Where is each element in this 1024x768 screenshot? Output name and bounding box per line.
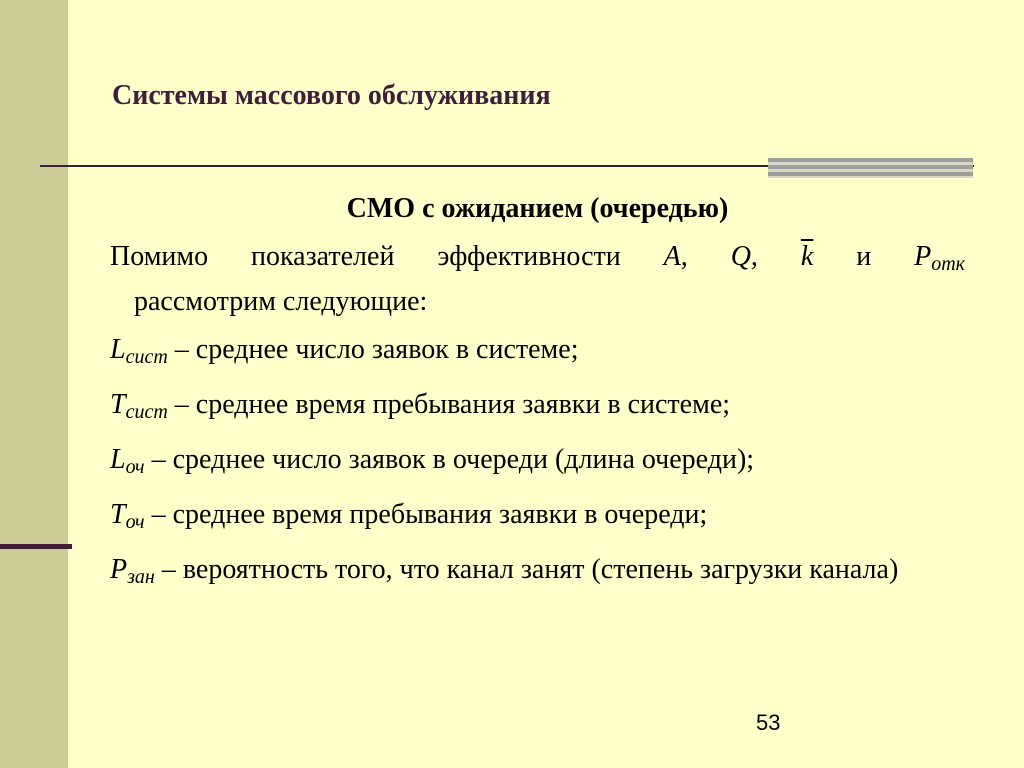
intro-lead: Помимо показателей эффективности [110,241,664,272]
intro-line-1 [110,238,966,283]
item-text: – среднее число заявок в системе; [167,334,579,365]
item-text: – среднее число заявок в очереди (длина очереди); [144,444,755,475]
item-subscript: зан [127,566,155,588]
item-text: – среднее время пребывания заявки в очереди; [144,499,708,530]
list-item [110,551,965,596]
list-item [110,441,965,486]
item-subscript: оч [125,511,145,533]
slide-subtitle: СМО с ожиданием (очередью) [346,193,729,224]
item-symbol: T [110,499,126,530]
item-symbol: L [110,444,126,475]
symbol-q: Q, [730,241,758,272]
symbol-p-subscript: отк [931,253,966,275]
item-symbol: P [110,554,128,585]
item-subscript: сист [125,346,168,368]
symbol-k-bar: $\overline{k}$ [800,241,814,272]
item-text: – вероятность того, что канал занят (степень загрузки канала) [154,554,899,585]
list-item [110,331,965,376]
page-number: 53 [756,710,781,735]
item-subscript: оч [125,456,145,478]
title-striped-bar [768,158,973,178]
slide-title: Системы массового обслуживания [112,80,551,111]
item-symbol: T [110,389,126,420]
list-item [110,496,965,541]
intro-tail: рассмотрим следующие: [134,286,428,317]
item-subscript: сист [125,401,168,423]
sidebar-band [0,0,68,768]
symbol-a: A, [663,241,688,272]
intro-paragraph [110,238,965,321]
intro-conjunction: и [856,241,872,272]
symbol-p: P [914,241,932,272]
symbol-p-otk [914,241,966,275]
sidebar-rule [0,544,72,549]
slide-body [110,190,965,606]
list-item [110,386,965,431]
item-symbol: L [110,334,126,365]
item-text: – среднее время пребывания заявки в системе; [167,389,731,420]
